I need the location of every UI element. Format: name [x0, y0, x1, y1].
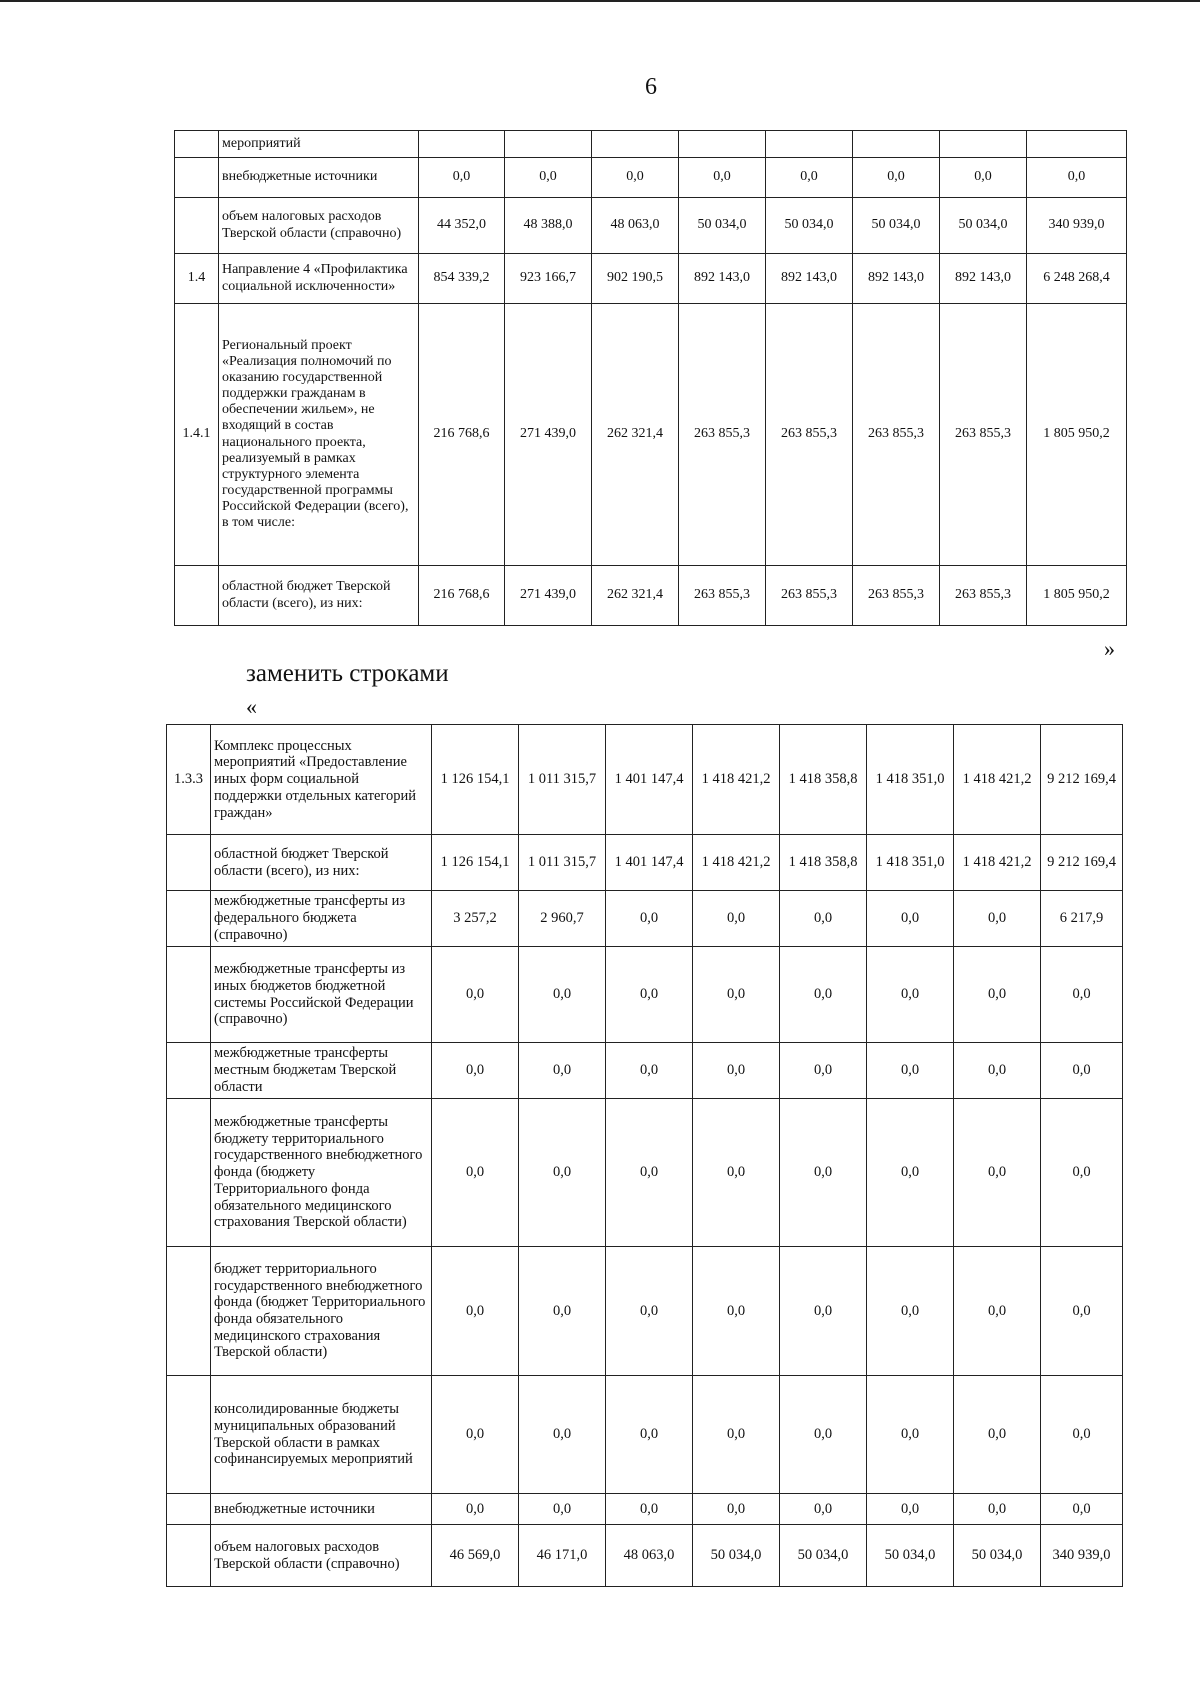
year-value-cell: 0,0	[867, 1247, 954, 1376]
year-value-cell: 263 855,3	[679, 566, 766, 626]
year-value-cell: 0,0	[519, 947, 606, 1043]
year-value-cell: 1 011 315,7	[519, 725, 606, 835]
year-value-cell: 0,0	[780, 1043, 867, 1099]
year-value-cell: 1 418 358,8	[780, 835, 867, 891]
budget-table-bottom	[166, 724, 1123, 1587]
year-value-cell: 216 768,6	[419, 566, 505, 626]
year-value-cell: 50 034,0	[954, 1525, 1041, 1587]
year-value-cell: 0,0	[432, 1247, 519, 1376]
year-value-cell	[505, 131, 592, 158]
year-value-cell: 0,0	[780, 1376, 867, 1494]
year-value-cell: 262 321,4	[592, 566, 679, 626]
year-value-cell: 0,0	[693, 1043, 780, 1099]
row-number-cell	[167, 1099, 211, 1247]
total-value-cell: 0,0	[1027, 158, 1127, 198]
year-value-cell: 0,0	[606, 947, 693, 1043]
total-value-cell: 0,0	[1041, 1247, 1123, 1376]
row-description-cell: Региональный проект «Реализация полномочий по оказанию государственной поддержки гражданам в обеспечении жильем», не входящий в состав национального проекта, реализуемый в рамках структурного элемента государственной программы Российской Федерации (всего), в том числе:	[219, 304, 419, 566]
row-number-cell	[167, 1376, 211, 1494]
row-description-cell: внебюджетные источники	[219, 158, 419, 198]
year-value-cell: 263 855,3	[679, 304, 766, 566]
year-value-cell: 854 339,2	[419, 254, 505, 304]
year-value-cell: 0,0	[954, 1043, 1041, 1099]
table-row	[167, 1247, 1123, 1376]
year-value-cell: 1 418 358,8	[780, 725, 867, 835]
year-value-cell: 1 418 421,2	[954, 725, 1041, 835]
total-value-cell: 9 212 169,4	[1041, 725, 1123, 835]
row-number-cell	[167, 1494, 211, 1525]
year-value-cell: 271 439,0	[505, 304, 592, 566]
year-value-cell: 0,0	[606, 1494, 693, 1525]
year-value-cell: 0,0	[940, 158, 1027, 198]
year-value-cell: 50 034,0	[867, 1525, 954, 1587]
table-row	[175, 158, 1127, 198]
year-value-cell: 0,0	[780, 947, 867, 1043]
year-value-cell: 1 126 154,1	[432, 835, 519, 891]
year-value-cell: 0,0	[867, 1043, 954, 1099]
table-row	[167, 947, 1123, 1043]
table-row	[167, 1043, 1123, 1099]
year-value-cell: 0,0	[954, 1376, 1041, 1494]
table-row	[167, 1099, 1123, 1247]
year-value-cell: 0,0	[606, 1247, 693, 1376]
year-value-cell	[766, 131, 853, 158]
row-description-cell: межбюджетные трансферты местным бюджетам Тверской области	[211, 1043, 432, 1099]
total-value-cell: 1 805 950,2	[1027, 304, 1127, 566]
row-description-cell: областной бюджет Тверской области (всего), из них:	[219, 566, 419, 626]
row-description-cell: Комплекс процессных мероприятий «Предоставление иных форм социальной поддержки отдельных категорий граждан»	[211, 725, 432, 835]
row-description-cell: мероприятий	[219, 131, 419, 158]
total-value-cell: 6 217,9	[1041, 891, 1123, 947]
row-description-cell: внебюджетные источники	[211, 1494, 432, 1525]
row-number-cell: 1.3.3	[167, 725, 211, 835]
year-value-cell: 1 401 147,4	[606, 725, 693, 835]
year-value-cell	[853, 131, 940, 158]
year-value-cell: 1 418 421,2	[693, 835, 780, 891]
year-value-cell: 0,0	[679, 158, 766, 198]
total-value-cell: 1 805 950,2	[1027, 566, 1127, 626]
year-value-cell: 0,0	[693, 1376, 780, 1494]
row-description-cell: межбюджетные трансферты из федерального бюджета (справочно)	[211, 891, 432, 947]
row-number-cell	[167, 891, 211, 947]
year-value-cell: 50 034,0	[766, 198, 853, 254]
year-value-cell: 0,0	[954, 1494, 1041, 1525]
year-value-cell: 1 401 147,4	[606, 835, 693, 891]
year-value-cell: 0,0	[780, 891, 867, 947]
row-number-cell	[167, 1525, 211, 1587]
closing-quote: »	[1104, 636, 1115, 661]
table-row	[167, 1525, 1123, 1587]
year-value-cell: 1 418 421,2	[693, 725, 780, 835]
year-value-cell: 46 171,0	[519, 1525, 606, 1587]
year-value-cell: 1 418 351,0	[867, 725, 954, 835]
year-value-cell: 0,0	[519, 1247, 606, 1376]
year-value-cell: 0,0	[693, 1099, 780, 1247]
table-row	[167, 891, 1123, 947]
year-value-cell: 0,0	[432, 1043, 519, 1099]
table-row	[175, 566, 1127, 626]
row-description-cell: консолидированные бюджеты муниципальных образований Тверской области в рамках софинансируемых мероприятий	[211, 1376, 432, 1494]
row-number-cell	[175, 158, 219, 198]
year-value-cell: 0,0	[954, 947, 1041, 1043]
row-number-cell: 1.4	[175, 254, 219, 304]
page-number: 6	[645, 74, 657, 100]
year-value-cell: 0,0	[780, 1247, 867, 1376]
table-row	[167, 835, 1123, 891]
year-value-cell: 0,0	[693, 1494, 780, 1525]
year-value-cell: 1 418 351,0	[867, 835, 954, 891]
row-number-cell	[175, 198, 219, 254]
year-value-cell	[419, 131, 505, 158]
year-value-cell: 0,0	[867, 947, 954, 1043]
year-value-cell: 263 855,3	[766, 304, 853, 566]
table-row	[167, 725, 1123, 835]
year-value-cell: 1 418 421,2	[954, 835, 1041, 891]
row-description-cell: межбюджетные трансферты из иных бюджетов бюджетной системы Российской Федерации (справочно)	[211, 947, 432, 1043]
year-value-cell: 0,0	[519, 1043, 606, 1099]
total-value-cell: 340 939,0	[1041, 1525, 1123, 1587]
total-value-cell: 0,0	[1041, 1494, 1123, 1525]
total-value-cell	[1027, 131, 1127, 158]
year-value-cell: 0,0	[867, 891, 954, 947]
year-value-cell: 50 034,0	[693, 1525, 780, 1587]
row-number-cell	[167, 947, 211, 1043]
row-number-cell	[167, 1247, 211, 1376]
table-row	[175, 198, 1127, 254]
year-value-cell: 892 143,0	[853, 254, 940, 304]
year-value-cell: 0,0	[606, 1099, 693, 1247]
year-value-cell: 0,0	[766, 158, 853, 198]
year-value-cell: 0,0	[519, 1376, 606, 1494]
year-value-cell: 50 034,0	[940, 198, 1027, 254]
total-value-cell: 0,0	[1041, 947, 1123, 1043]
total-value-cell: 9 212 169,4	[1041, 835, 1123, 891]
year-value-cell: 892 143,0	[679, 254, 766, 304]
year-value-cell: 263 855,3	[853, 566, 940, 626]
table-row	[167, 1376, 1123, 1494]
year-value-cell: 50 034,0	[853, 198, 940, 254]
row-number-cell	[167, 835, 211, 891]
total-value-cell: 0,0	[1041, 1376, 1123, 1494]
year-value-cell: 0,0	[432, 1376, 519, 1494]
replace-heading: заменить строками	[246, 660, 449, 687]
year-value-cell: 2 960,7	[519, 891, 606, 947]
row-description-cell: объем налоговых расходов Тверской области (справочно)	[211, 1525, 432, 1587]
year-value-cell: 0,0	[954, 891, 1041, 947]
table-row	[175, 254, 1127, 304]
year-value-cell: 50 034,0	[679, 198, 766, 254]
year-value-cell: 0,0	[867, 1494, 954, 1525]
year-value-cell: 923 166,7	[505, 254, 592, 304]
year-value-cell: 44 352,0	[419, 198, 505, 254]
year-value-cell: 0,0	[432, 1494, 519, 1525]
year-value-cell	[592, 131, 679, 158]
year-value-cell: 3 257,2	[432, 891, 519, 947]
year-value-cell: 0,0	[954, 1099, 1041, 1247]
table-row	[175, 131, 1127, 158]
year-value-cell: 263 855,3	[940, 566, 1027, 626]
year-value-cell	[940, 131, 1027, 158]
total-value-cell: 340 939,0	[1027, 198, 1127, 254]
year-value-cell: 216 768,6	[419, 304, 505, 566]
year-value-cell: 0,0	[693, 1247, 780, 1376]
year-value-cell: 1 011 315,7	[519, 835, 606, 891]
year-value-cell: 0,0	[954, 1247, 1041, 1376]
year-value-cell: 0,0	[505, 158, 592, 198]
year-value-cell: 0,0	[519, 1099, 606, 1247]
row-number-cell: 1.4.1	[175, 304, 219, 566]
year-value-cell: 263 855,3	[940, 304, 1027, 566]
year-value-cell: 0,0	[606, 1376, 693, 1494]
year-value-cell: 271 439,0	[505, 566, 592, 626]
table-row	[175, 304, 1127, 566]
year-value-cell: 0,0	[867, 1099, 954, 1247]
row-number-cell	[175, 131, 219, 158]
year-value-cell: 0,0	[693, 891, 780, 947]
year-value-cell: 0,0	[519, 1494, 606, 1525]
row-description-cell: межбюджетные трансферты бюджету территориального государственного внебюджетного фонда (бюджету Территориального фонда обязательного медицинского страхования Тверской области)	[211, 1099, 432, 1247]
row-description-cell: бюджет территориального государственного внебюджетного фонда (бюджет Территориального фонда обязательного медицинского страхования Тверской области)	[211, 1247, 432, 1376]
year-value-cell: 0,0	[780, 1099, 867, 1247]
table-row	[167, 1494, 1123, 1525]
total-value-cell: 6 248 268,4	[1027, 254, 1127, 304]
total-value-cell: 0,0	[1041, 1043, 1123, 1099]
year-value-cell: 46 569,0	[432, 1525, 519, 1587]
year-value-cell: 263 855,3	[766, 566, 853, 626]
year-value-cell: 48 063,0	[592, 198, 679, 254]
year-value-cell: 48 063,0	[606, 1525, 693, 1587]
year-value-cell: 48 388,0	[505, 198, 592, 254]
total-value-cell: 0,0	[1041, 1099, 1123, 1247]
year-value-cell: 0,0	[592, 158, 679, 198]
opening-quote: «	[246, 694, 257, 719]
row-number-cell	[167, 1043, 211, 1099]
year-value-cell: 0,0	[606, 891, 693, 947]
year-value-cell: 263 855,3	[853, 304, 940, 566]
row-description-cell: Направление 4 «Профилактика социальной исключенности»	[219, 254, 419, 304]
year-value-cell	[679, 131, 766, 158]
row-description-cell: областной бюджет Тверской области (всего), из них:	[211, 835, 432, 891]
year-value-cell: 0,0	[606, 1043, 693, 1099]
year-value-cell: 0,0	[853, 158, 940, 198]
year-value-cell: 0,0	[693, 947, 780, 1043]
year-value-cell: 1 126 154,1	[432, 725, 519, 835]
year-value-cell: 0,0	[432, 947, 519, 1043]
year-value-cell: 892 143,0	[940, 254, 1027, 304]
year-value-cell: 0,0	[432, 1099, 519, 1247]
year-value-cell: 262 321,4	[592, 304, 679, 566]
budget-table-top	[174, 130, 1127, 626]
year-value-cell: 0,0	[780, 1494, 867, 1525]
row-number-cell	[175, 566, 219, 626]
year-value-cell: 50 034,0	[780, 1525, 867, 1587]
year-value-cell: 0,0	[867, 1376, 954, 1494]
top-border-line	[0, 0, 1200, 2]
row-description-cell: объем налоговых расходов Тверской области (справочно)	[219, 198, 419, 254]
year-value-cell: 892 143,0	[766, 254, 853, 304]
year-value-cell: 0,0	[419, 158, 505, 198]
year-value-cell: 902 190,5	[592, 254, 679, 304]
